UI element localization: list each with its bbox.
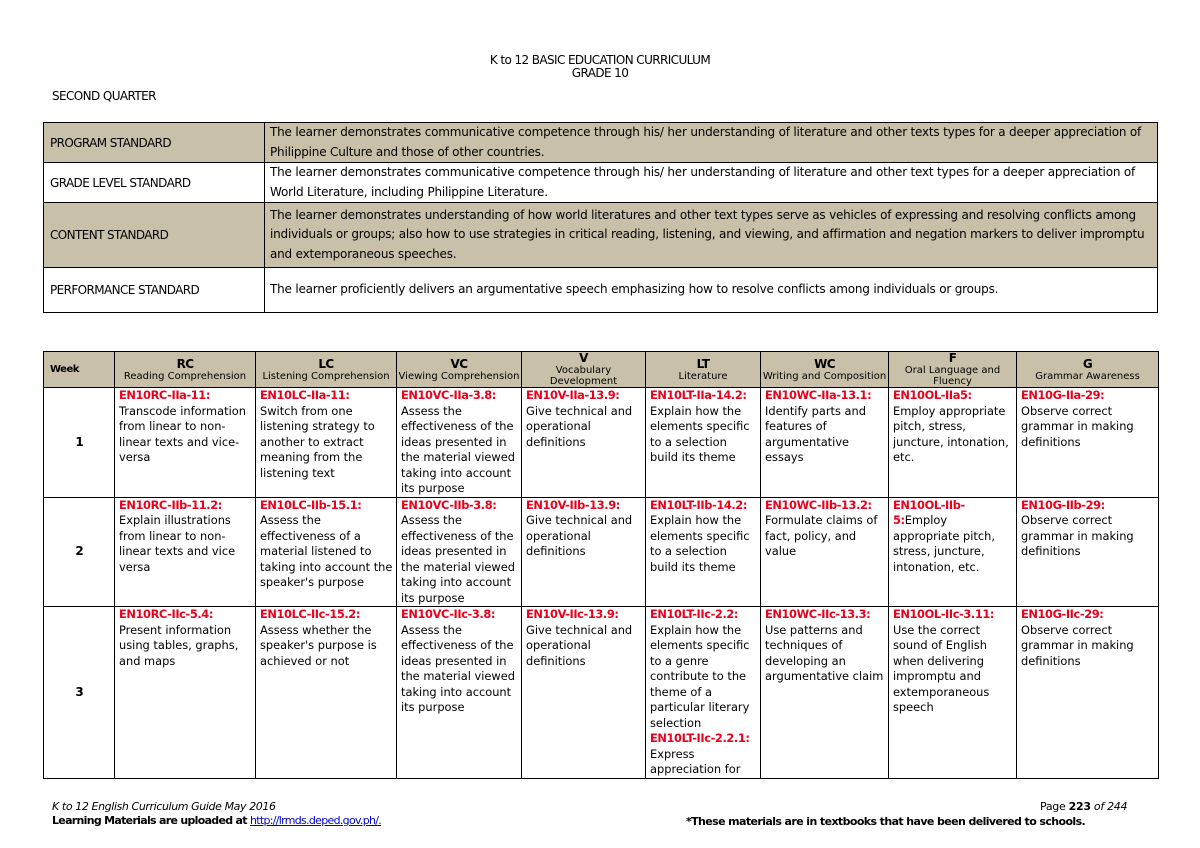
competency-cell xyxy=(646,497,761,607)
column-code: G xyxy=(1082,356,1093,371)
program-standard-row xyxy=(44,123,1158,163)
competency-code: EN10LT-IIa-14.2: xyxy=(650,388,747,402)
competency-cell xyxy=(115,497,256,607)
performance-standard-row xyxy=(44,268,1158,313)
competency-text: Assess whether the speaker's purpose is achieved or not xyxy=(260,622,377,668)
competency-code: EN10LC-IIa-11: xyxy=(260,388,350,402)
column-code: LT xyxy=(696,356,710,371)
competency-code: EN10LC-IIb-15.1: xyxy=(260,497,362,512)
competency-text: Observe correct grammar in making definitions xyxy=(1021,403,1134,449)
competency-text: Explain how the elements specific to a selection build its theme xyxy=(650,513,750,574)
competency-code: EN10RC-IIb-11.2: xyxy=(119,497,222,512)
competency-text: Assess the effectiveness of a material listened to taking into account the speaker's purpose xyxy=(260,513,393,589)
competency-code: EN10VC-IIa-3.8: xyxy=(401,388,496,402)
page-prefix: Page xyxy=(1040,800,1066,813)
competency-cell xyxy=(256,388,397,498)
document-title: K to 12 BASIC EDUCATION CURRICULUM xyxy=(489,53,711,67)
competency-cell xyxy=(1017,497,1159,607)
competency-code: EN10WC-IIa-13.1: xyxy=(765,388,872,402)
competency-cell xyxy=(761,388,889,498)
competency-code: EN10WC-IIc-13.3: xyxy=(765,607,871,621)
competency-code: EN10G-IIc-29: xyxy=(1021,607,1104,621)
week-row xyxy=(44,388,1159,498)
competency-cell xyxy=(522,388,646,498)
competency-cell xyxy=(1017,607,1159,779)
competency-cell xyxy=(256,607,397,779)
competency-code: EN10VC-IIc-3.8: xyxy=(401,607,496,621)
competency-text: Present information using tables, graphs, and maps xyxy=(119,622,239,668)
competency-cell xyxy=(256,497,397,607)
competency-cell xyxy=(522,607,646,779)
competency-cell xyxy=(889,497,1017,607)
footer-link[interactable]: http://lrmds.deped.gov.ph/. xyxy=(249,814,382,827)
competency-text: Explain illustrations from linear to non-linear texts and vice versa xyxy=(119,513,236,574)
week-row xyxy=(44,607,1159,779)
competency-cell xyxy=(761,607,889,779)
competency-text: Give technical and operational definitions xyxy=(526,403,633,449)
competency-text: Use patterns and techniques of developing an argumentative claim xyxy=(765,622,884,683)
column-header-rc xyxy=(115,352,256,388)
column-header-g xyxy=(1017,352,1159,388)
competency-text: Employ appropriate pitch, stress, juncture, intonation, etc. xyxy=(893,513,995,574)
competency-code: EN10LT-IIc-2.2: xyxy=(650,607,739,621)
column-header-lt xyxy=(646,352,761,388)
footer-guide: K to 12 English Curriculum Guide May 2016 xyxy=(52,800,276,813)
competency-cell xyxy=(397,497,522,607)
competency-code: EN10V-IIb-13.9: xyxy=(526,497,620,512)
standard-text: The learner demonstrates communicative competence through his/ her understanding of literature and other text types for a deeper appreciation of World Literature, including Philippine Literature. xyxy=(265,163,1158,203)
competency-cell xyxy=(889,607,1017,779)
column-subtitle: Literature xyxy=(678,370,728,382)
column-subtitle: Vocabulary Development xyxy=(549,365,618,387)
competency-text: Use the correct sound of English when delivering impromptu and extemporaneous speech xyxy=(893,622,990,714)
column-code: V xyxy=(579,351,588,365)
footer-materials-text: Learning Materials are uploaded at xyxy=(52,814,247,827)
competency-code: EN10RC-IIa-11: xyxy=(119,388,210,402)
competency-code: EN10RC-IIc-5.4: xyxy=(119,607,213,621)
content-standard-row xyxy=(44,203,1158,268)
footer-note: *These materials are in textbooks that have been delivered to schools. xyxy=(686,815,1086,828)
standard-text: The learner demonstrates communicative competence through his/ her understanding of literature and other texts types for a deeper appreciation of Philippine Culture and those of other countries. xyxy=(265,123,1158,163)
column-code: LC xyxy=(318,356,334,371)
column-subtitle: Grammar Awareness xyxy=(1035,370,1140,382)
grade-label: GRADE 10 xyxy=(571,66,629,80)
standard-text: The learner proficiently delivers an argumentative speech emphasizing how to resolve conflicts among individuals or groups. xyxy=(265,268,1158,313)
column-subtitle: Listening Comprehension xyxy=(262,370,390,382)
standard-text: The learner demonstrates understanding of how world literatures and other text types serve as vehicles of expressing and resolving conflicts among individuals or groups; also how to use strategies in critical reading, listening, and viewing, and affirmation and negation markers to deliver impromptu and extemporaneous speeches. xyxy=(265,203,1158,268)
page-current: 223 xyxy=(1068,800,1091,813)
competency-code: EN10LT-IIc-2.2.1: xyxy=(650,731,750,745)
competency-text: Assess the effectiveness of the ideas presented in the material viewed taking into account its purpose xyxy=(401,622,515,714)
column-subtitle: Writing and Composition xyxy=(762,370,887,382)
standard-label: CONTENT STANDARD xyxy=(44,203,265,268)
column-subtitle: Oral Language and Fluency xyxy=(904,365,1001,387)
competency-code: EN10OL-IIa5: xyxy=(893,388,972,402)
competency-code: EN10G-IIa-29: xyxy=(1021,388,1105,402)
standard-label: GRADE LEVEL STANDARD xyxy=(44,163,265,203)
competency-cell xyxy=(397,388,522,498)
header-row xyxy=(44,352,1159,388)
week-number: 3 xyxy=(44,607,115,779)
column-code: F xyxy=(948,351,957,365)
competency-code: EN10G-IIb-29: xyxy=(1021,497,1105,512)
competency-cell xyxy=(646,388,761,498)
competency-text: Express appreciation for xyxy=(650,746,741,776)
competency-text: Explain how the elements specific to a genre contribute to the theme of a particular literary selection xyxy=(650,622,750,730)
competency-text: Transcode information from linear to non-linear texts and vice-versa xyxy=(119,403,246,464)
competency-cell xyxy=(115,388,256,498)
competency-cell xyxy=(889,388,1017,498)
competency-cell xyxy=(522,497,646,607)
column-code: RC xyxy=(176,356,194,371)
column-header-wc xyxy=(761,352,889,388)
competency-cell xyxy=(115,607,256,779)
competency-code: EN10LC-IIc-15.2: xyxy=(260,607,360,621)
footer-materials xyxy=(52,814,382,827)
competency-text: Employ appropriate pitch, stress, juncture, intonation, etc. xyxy=(893,403,1009,464)
competency-code: EN10VC-IIb-3.8: xyxy=(401,497,497,512)
competency-text: Give technical and operational definitions xyxy=(526,513,633,558)
competency-cell xyxy=(761,497,889,607)
column-header-v xyxy=(522,352,646,388)
quarter-label: SECOND QUARTER xyxy=(52,89,156,103)
column-subtitle: Viewing Comprehension xyxy=(398,370,520,382)
column-header-lc xyxy=(256,352,397,388)
competency-code: EN10WC-IIb-13.2: xyxy=(765,497,872,512)
column-header-vc xyxy=(397,352,522,388)
week-number: 1 xyxy=(44,388,115,498)
competency-text: Explain how the elements specific to a selection build its theme xyxy=(650,403,750,464)
page-total: of 244 xyxy=(1093,800,1128,813)
column-header-f xyxy=(889,352,1017,388)
column-header-week: Week xyxy=(44,352,115,388)
competency-cell xyxy=(397,607,522,779)
competency-text: Formulate claims of fact, policy, and value xyxy=(765,513,878,558)
competency-cell xyxy=(646,607,761,779)
column-subtitle: Reading Comprehension xyxy=(123,370,247,382)
competency-text: Observe correct grammar in making definitions xyxy=(1021,513,1134,558)
competency-code: EN10V-IIa-13.9: xyxy=(526,388,620,402)
grade-level-standard-row xyxy=(44,163,1158,203)
standards-table xyxy=(43,122,1158,313)
column-code: VC xyxy=(450,356,468,371)
competency-text: Assess the effectiveness of the ideas presented in the material viewed taking into account its purpose xyxy=(401,403,515,495)
standard-label: PROGRAM STANDARD xyxy=(44,123,265,163)
week-number: 2 xyxy=(44,497,115,607)
competency-cell xyxy=(1017,388,1159,498)
competency-text: Identify parts and features of argumentative essays xyxy=(765,403,866,464)
competency-text: Give technical and operational definitions xyxy=(526,622,633,668)
competency-code: EN10OL-IIb-5: xyxy=(893,497,965,527)
competencies-table xyxy=(43,351,1159,779)
competency-text: Switch from one listening strategy to another to extract meaning from the listening text xyxy=(260,403,375,480)
competency-text: Observe correct grammar in making definitions xyxy=(1021,622,1134,668)
column-code: WC xyxy=(814,356,835,371)
week-row xyxy=(44,497,1159,607)
competency-code: EN10OL-IIc-3.11: xyxy=(893,607,995,621)
competency-code: EN10V-IIc-13.9: xyxy=(526,607,619,621)
page-number xyxy=(1040,800,1127,813)
competency-text: Assess the effectiveness of the ideas presented in the material viewed taking into account its purpose xyxy=(401,513,515,605)
competency-code: EN10LT-IIb-14.2: xyxy=(650,497,747,512)
standard-label: PERFORMANCE STANDARD xyxy=(44,268,265,313)
